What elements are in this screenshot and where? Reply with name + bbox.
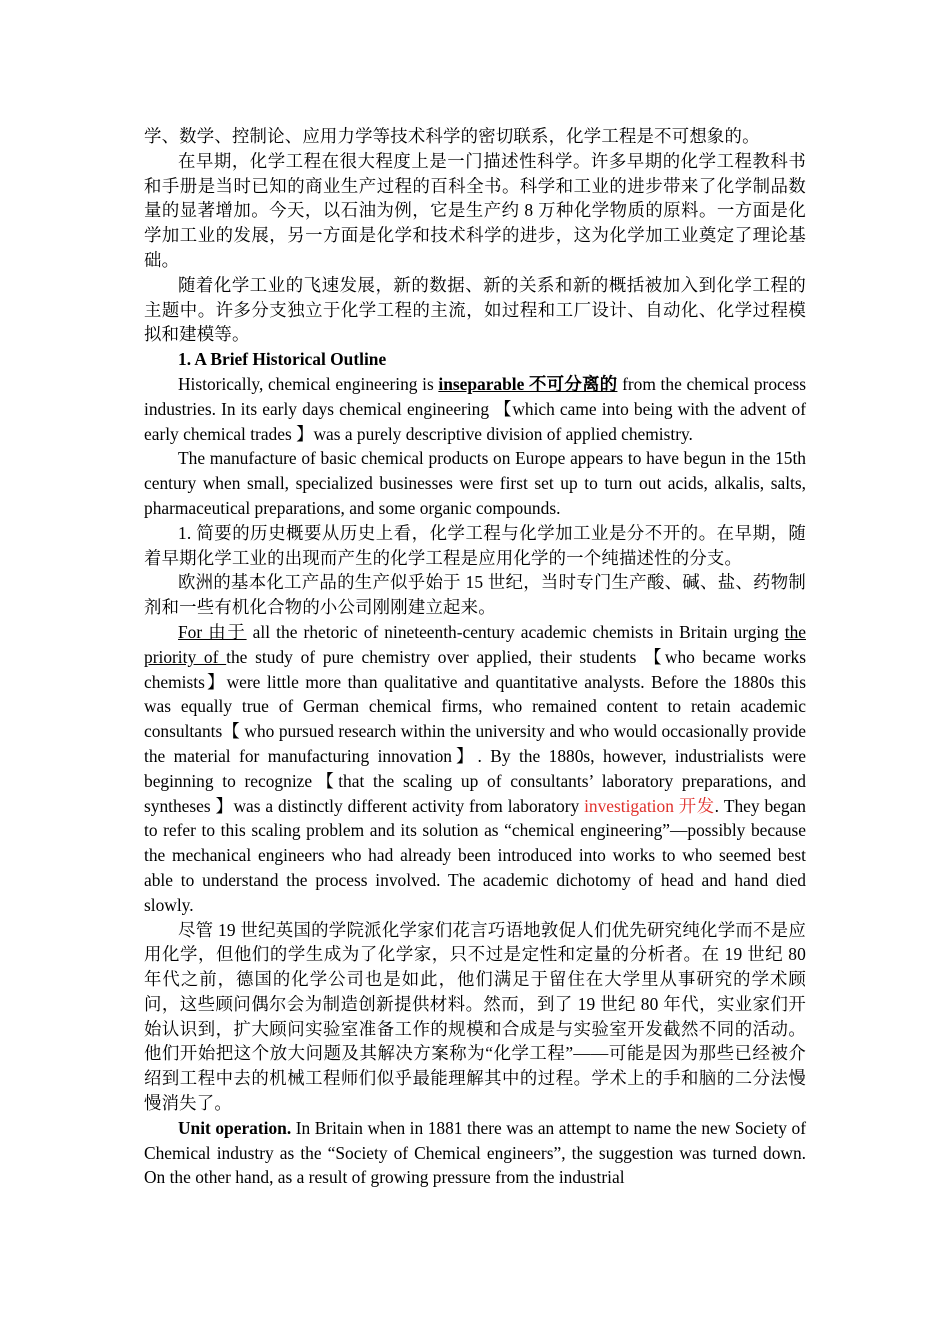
subheading-unit-operation: Unit operation. — [178, 1117, 292, 1138]
text-segment: from the chemical process industries. In its early days chemical engineering 【which came into being with the advent of early chemical trades 】was a purely descriptive division of applied chemistry. — [144, 373, 807, 444]
paragraph-manufacture: The manufacture of basic chemical products on Europe appears to have begun in the 15th century when small, specialized businesses were first set up to turn out acids, alkalis, salts, pharmaceutical preparations, and some organic compounds. — [144, 448, 806, 518]
key-term-investigation: investigation 开发 — [584, 795, 715, 816]
paragraph-cn-outline: 1. 简要的历史概要从历史上看，化学工程与化学加工业是分不开的。在早期，随着早期化学工业的出现而产生的化学工程是应用化学的一个纯描述性的分支。 — [144, 522, 806, 568]
paragraph-cn-europe: 欧洲的基本化工产品的生产似乎始于 15 世纪，当时专门生产酸、碱、盐、药物制剂和一些有机化合物的小公司刚刚建立起来。 — [144, 572, 806, 618]
paragraph-cn-rapid-development: 随着化学工业的飞速发展，新的数据、新的关系和新的概括被加入到化学工程的主题中。许多分支独立于化学工程的主流，如过程和工厂设计、自动化、化学过程模拟和建模等。 — [144, 274, 806, 345]
paragraph-historically — [144, 372, 806, 446]
text-segment: Historically, chemical engineering is — [178, 373, 439, 394]
paragraph-cn-continued: 学、数学、控制论、应用力学等技术科学的密切联系，化学工程是不可想象的。 — [144, 126, 760, 146]
text-segment: all the rhetoric of nineteenth-century academic chemists in Britain urging — [246, 621, 785, 642]
paragraph-rhetoric — [144, 620, 806, 918]
key-term-priority: the priority of — [144, 621, 806, 667]
key-term-for: For 由于 — [178, 621, 247, 642]
paragraph-unit-operation — [144, 1116, 806, 1190]
text-segment: . They began to refer to this scaling problem and its solution as “chemical engineering”—possibly because the mechanical engineers who had already been introduced into works to who seemed best able to understand the process involved. The academic dichotomy of head and hand died slowly. — [144, 795, 806, 915]
text-segment: the study of pure chemistry over applied, their students 【who became works chemists】were little more than qualitative and quantitative analysts. Before the 1880s this was equally true of German chemical firms, who remained content to retain academic consultants【 who pursued research within the university and who would occasionally provide the material for manufacturing innovation】. By the 1880s, however, industrialists were beginning to recognize【that the scaling up of consultants’ laboratory preparations, and syntheses 】was a distinctly different activity from laboratory — [144, 646, 806, 816]
text-segment: In Britain when in 1881 there was an attempt to name the new Society of Chemical industry as the “Society of Chemical engineers”, the suggestion was turned down. On the other hand, as a result of growing pressure from the industrial — [144, 1117, 806, 1188]
paragraph-cn-early-period: 在早期，化学工程在很大程度上是一门描述性科学。许多早期的化学工程教科书和手册是当时已知的商业生产过程的百科全书。科学和工业的进步带来了化学制品数量的显著增加。今天，以石油为例，它是生产约 8 万种化学物质的原料。一方面是化学加工业的发展，另一方面是化学和技术科学的进步，这为化学加工业奠定了理论基础。 — [144, 150, 806, 270]
document-body — [144, 124, 806, 1190]
key-term-inseparable: inseparable 不可分离的 — [438, 373, 618, 394]
section-heading: 1. A Brief Historical Outline — [178, 349, 387, 370]
paragraph-cn-rhetoric-translation: 尽管 19 世纪英国的学院派化学家们花言巧语地敦促人们优先研究纯化学而不是应用化学，但他们的学生成为了化学家，只不过是定性和定量的分析者。在 19 世纪 80 年代之前，德国的化学公司也是如此，他们满足于留住在大学里从事研究的学术顾问，这些顾问偶尔会为制造创新提供材料。然而，到了 19 世纪 80 年代，实业家们开始认识到，扩大顾问实验室准备工作的规模和合成是与实验室开发截然不同的活动。他们开始把这个放大问题及其解决方案称为“化学工程”——可能是因为那些已经被介绍到工程中去的机械工程师们似乎最能理解其中的过程。学术上的手和脑的二分法慢慢消失了。 — [144, 919, 806, 1114]
